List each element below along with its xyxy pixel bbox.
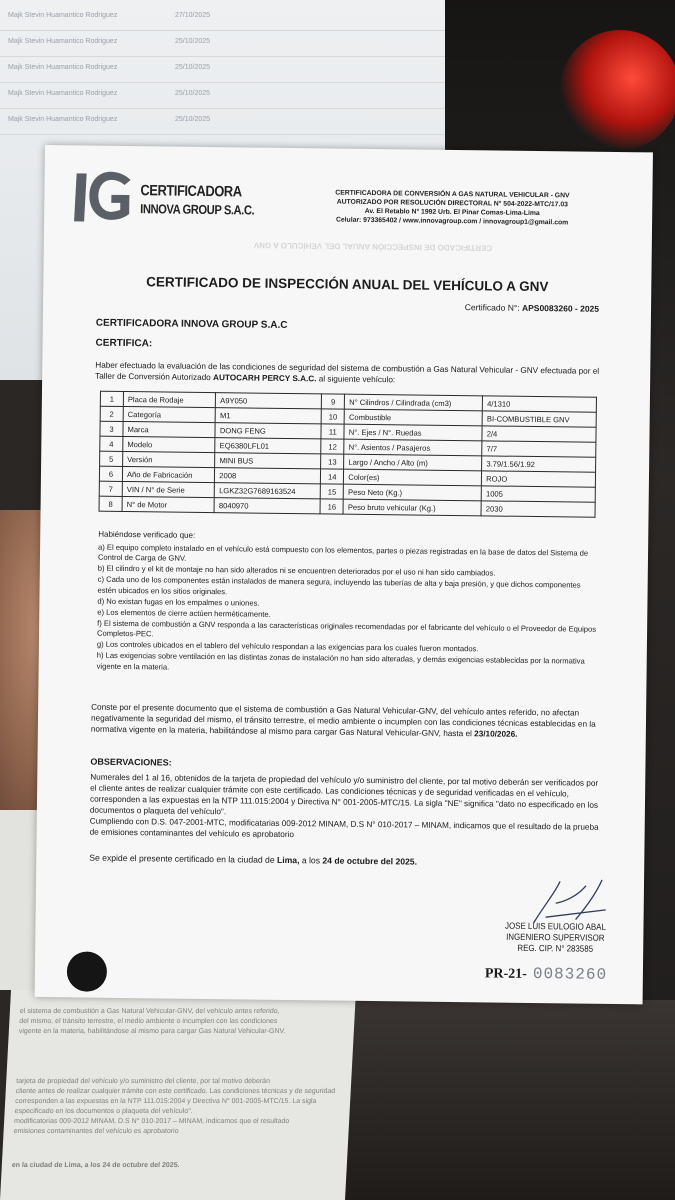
field-value: ROJO bbox=[482, 471, 596, 487]
row-number: 12 bbox=[321, 439, 344, 454]
check-item: h) Las exigencias sobre ventilación en las distintas zonas de instalación no han sido alteradas, y demás exigencias establecidas por la normativa vigente en la materia. bbox=[96, 650, 585, 672]
field-label: Placa de Rodaje bbox=[123, 391, 216, 407]
row-number: 7 bbox=[99, 481, 122, 496]
issued-text: Se expide el presente certificado en la ciudad de bbox=[89, 852, 275, 865]
row-name: Majk Stevin Huamantico Rodriguez bbox=[8, 38, 118, 45]
verification-list bbox=[97, 543, 599, 679]
vehicle-data-table bbox=[99, 391, 597, 518]
row-date: 25/10/2025 bbox=[175, 116, 211, 123]
signer-name: JOSE LUIS EULOGIO ABAL bbox=[505, 920, 606, 932]
field-value: MINI BUS bbox=[215, 453, 321, 469]
signer-reg: REG. CIP. N° 283585 bbox=[517, 942, 594, 954]
field-label: Peso Neto (Kg.) bbox=[343, 484, 481, 501]
stack-line: emisiones contaminantes del vehículo es aprobatorio bbox=[13, 1128, 179, 1135]
row-number: 4 bbox=[100, 436, 123, 451]
check-item: c) Cada uno de los componentes están instalados de manera segura, incluyendo las tuberías de alta y baja presión, y que dichos componentes estén ubicados en los sitios originales. bbox=[97, 575, 581, 597]
field-value: 4/1310 bbox=[483, 396, 597, 412]
signer-block bbox=[485, 920, 626, 955]
form-number bbox=[485, 964, 607, 983]
check-item: b) El cilindro y el kit de montaje no han sido alterados ni se encuentren deteriorados por el uso ni han sido cambiados. bbox=[97, 564, 496, 578]
stack-line: en la ciudad de Lima, a los 24 de octubre del 2025. bbox=[11, 1162, 180, 1169]
list-item bbox=[0, 30, 445, 57]
list-item bbox=[0, 82, 445, 109]
field-label: N°. Ejes / N°. Ruedas bbox=[344, 424, 482, 441]
verified-heading: Habiéndose verificado que: bbox=[98, 529, 196, 540]
row-name: Majk Stevin Huamantico Rodriguez bbox=[8, 116, 118, 123]
row-number: 10 bbox=[321, 409, 344, 424]
check-item: f) El sistema de combustión a GNV responda a las características originales recomendadas por el fabricante del vehículo o el Proveedor de Equipos Completos-PEC. bbox=[96, 618, 597, 639]
stack-line: especificado en los documentos o plaqueta del vehículo". bbox=[14, 1108, 193, 1115]
row-number: 9 bbox=[322, 394, 345, 409]
valid-until-date: 23/10/2026. bbox=[474, 729, 518, 739]
stack-line: cliente antes de realizar cualquier trámite con este certificado. Las condiciones técnicas y de seguridad bbox=[15, 1088, 336, 1095]
field-label: Largo / Ancho / Alto (m) bbox=[344, 454, 482, 471]
field-label: Modelo bbox=[123, 436, 216, 452]
row-number: 3 bbox=[100, 421, 123, 436]
field-value: 3.79/1.56/1.92 bbox=[482, 456, 596, 472]
field-value: A9Y050 bbox=[216, 393, 322, 409]
field-value: M1 bbox=[215, 408, 321, 424]
logo-name-line1: CERTIFICADORA bbox=[140, 182, 242, 201]
field-value: 8040970 bbox=[214, 498, 320, 514]
issued-mid: a los bbox=[301, 855, 321, 866]
conste-paragraph bbox=[91, 702, 606, 741]
row-date: 25/10/2025 bbox=[175, 90, 211, 97]
background-paper-stack bbox=[0, 990, 356, 1200]
check-item: d) No existan fugas en los empalmes o uniones. bbox=[97, 596, 260, 608]
field-label: Peso bruto vehicular (Kg.) bbox=[343, 499, 481, 516]
field-label: Combustible bbox=[344, 409, 482, 426]
field-label: Año de Fabricación bbox=[122, 466, 215, 482]
certificate-number-value: APS0083260 - 2025 bbox=[521, 302, 600, 314]
signer-role: INGENIERO SUPERVISOR bbox=[506, 931, 605, 943]
row-number: 16 bbox=[320, 499, 343, 514]
observations-text2: Cumpliendo con D.S. 047-2001-MTC, modificatarias 009-2012 MINAM, D.S N° 010-2017 – MINAM, indicamos que el resultado de la prueba de emisiones contaminantes del vehículo es aprobatorio bbox=[89, 816, 599, 840]
document-title: CERTIFICADO DE INSPECCIÓN ANUAL DEL VEHÍCULO A GNV bbox=[146, 274, 549, 295]
intro-paragraph bbox=[95, 360, 610, 388]
field-value: 2/4 bbox=[482, 426, 596, 442]
stack-line: corresponden a las expuestas en la NTP 111.015:2004 y Directiva N° 001-2005-MTC/15. La sigla bbox=[14, 1098, 317, 1105]
field-value: BI-COMBUSTIBLE GNV bbox=[482, 411, 596, 427]
observations-paragraph bbox=[90, 772, 606, 844]
stack-line: del mismo, el tránsito terrestre, el medio ambiente o incumplen con las condiciones bbox=[19, 1018, 278, 1025]
certifica-heading: CERTIFICA: bbox=[95, 337, 153, 350]
company-header bbox=[302, 188, 602, 228]
list-item bbox=[0, 56, 445, 83]
list-item bbox=[0, 108, 445, 135]
field-label: Versión bbox=[123, 451, 216, 467]
row-name: Majk Stevin Huamantico Rodriguez bbox=[8, 90, 118, 97]
punch-hole bbox=[67, 951, 107, 991]
workshop-name: AUTOCARH PERCY S.A.C. bbox=[213, 373, 317, 384]
form-serial: 0083260 bbox=[532, 965, 608, 984]
header-line2: AUTORIZADO POR RESOLUCIÓN DIRECTORAL N° 504-2022-MTC/17.03 bbox=[336, 198, 568, 209]
header-line1: CERTIFICADORA DE CONVERSIÓN A GAS NATURAL VEHICULAR - GNV bbox=[335, 189, 570, 200]
stack-line: modificatorias 009-2012 MINAM, D.S N° 010-2017 – MINAM, indicamos que el resultado bbox=[13, 1118, 290, 1125]
row-number: 2 bbox=[100, 406, 123, 421]
field-value: 7/7 bbox=[482, 441, 596, 457]
row-number: 13 bbox=[321, 454, 344, 469]
intro-tail: al siguiente vehículo: bbox=[318, 374, 396, 385]
header-line4: Celular: 973365402 / www.innovagroup.com / innovagroup1@gmail.com bbox=[335, 216, 569, 227]
issuer-name: CERTIFICADORA INNOVA GROUP S.A.C bbox=[95, 317, 288, 331]
field-value: LGKZ32G7689163524 bbox=[215, 483, 321, 499]
row-number: 11 bbox=[321, 424, 344, 439]
field-label: Color(es) bbox=[344, 469, 482, 486]
header-line3: Av. El Retablo N° 1992 Urb. El Pinar Comas-Lima-Lima bbox=[364, 207, 540, 218]
row-number: 1 bbox=[100, 391, 123, 406]
observations-heading: OBSERVACIONES: bbox=[90, 756, 172, 768]
check-item: a) El equipo completo instalado en el vehículo está compuesto con los elementos, partes o piezas registradas en la base de datos del Sistema de Control de Carga de GNV. bbox=[97, 542, 589, 564]
certificate-number bbox=[465, 302, 599, 314]
field-value: 2008 bbox=[215, 468, 321, 484]
field-value: DONG FENG bbox=[215, 423, 321, 439]
list-item bbox=[0, 4, 445, 31]
field-label: VIN / N° de Serie bbox=[122, 481, 215, 497]
background-table bbox=[345, 1000, 675, 1200]
field-value: 2030 bbox=[481, 501, 595, 517]
intro-text: Haber efectuado la evaluación de las condiciones de seguridad del sistema de combustión a Gas Natural Vehicular - GNV efectuada por el Taller de Conversión Autorizado bbox=[95, 360, 600, 383]
observations-text: Numerales del 1 al 16, obtenidos de la tarjeta de propiedad del vehículo y/o suministro del cliente, por tal motivo deberán ser verificados por el cliente antes de realizar cualquier trámite con este certificado. Las condiciones técnicas y de seguridad verificadas en el vehículo, corresponden a las expuestas en la NTP 111.015:2004 y Directiva N° 001-2005-MTC/15. La sigla "NE" significa "dato no especificado en los documentos o plaqueta del vehículo". bbox=[89, 772, 599, 817]
row-number: 15 bbox=[320, 484, 343, 499]
ig-logo-icon bbox=[72, 167, 141, 226]
form-prefix: PR-21- bbox=[484, 966, 527, 982]
row-name: Majk Stevin Huamantico Rodriguez bbox=[8, 12, 118, 19]
issued-date: 24 de octubre del 2025. bbox=[322, 855, 418, 867]
certificate-number-label: Certificado N°: bbox=[464, 302, 520, 313]
conste-text: Conste por el presente documento que el sistema de combustión a Gas Natural Vehicular-GNV, del vehículo antes referido, no afectan negativamente la seguridad del mismo, el tránsito terrestre, el medio ambiente o incumplen con las condiciones técnicas establecidas en la normativa vigente en la materia, habilitándose al mismo para cargar Gas Natural Vehicular-GNV, hasta el bbox=[90, 702, 596, 739]
logo-name-line2: INNOVA GROUP S.A.C. bbox=[140, 201, 255, 218]
check-item: g) Los controles ubicados en el tablero del vehículo respondan a las exigencias para los cuales fueron montados. bbox=[96, 639, 479, 654]
row-name: Majk Stevin Huamantico Rodriguez bbox=[8, 64, 118, 71]
stack-line: vigente en la materia, habilitándose al mismo para cargar Gas Natural Vehicular-GNV. bbox=[18, 1028, 286, 1035]
bleed-through-text: CERTIFICADO DE INSPECCIÓN ANUAL DEL VEHÍCULO A GNV bbox=[253, 240, 493, 253]
stack-line: tarjeta de propiedad del vehículo y/o suministro del cliente, por tal motivo deberán bbox=[16, 1078, 271, 1085]
certificate-document bbox=[35, 145, 653, 1004]
field-label: N° de Motor bbox=[122, 496, 215, 512]
field-value: 1005 bbox=[481, 486, 595, 502]
issued-city: Lima, bbox=[276, 854, 300, 866]
row-number: 5 bbox=[100, 451, 123, 466]
red-light bbox=[560, 30, 675, 150]
row-date: 27/10/2025 bbox=[175, 12, 211, 19]
row-date: 25/10/2025 bbox=[175, 64, 211, 71]
field-label: N°. Asientos / Pasajeros bbox=[344, 439, 482, 456]
row-number: 6 bbox=[99, 466, 122, 481]
field-value: EQ6380LFL01 bbox=[215, 438, 321, 454]
row-date: 25/10/2025 bbox=[175, 38, 211, 45]
row-number: 14 bbox=[321, 469, 344, 484]
stack-line: el sistema de combustión a Gas Natural Vehicular-GNV, del vehículo antes referido, bbox=[19, 1008, 280, 1015]
row-number: 8 bbox=[99, 496, 122, 511]
field-label: Categoría bbox=[123, 406, 216, 422]
check-item: e) Los elementos de cierre actúen herméticamente. bbox=[97, 607, 271, 619]
field-label: N° Cilindros / Cilindrada (cm3) bbox=[345, 394, 483, 411]
field-label: Marca bbox=[123, 421, 216, 437]
issued-line bbox=[89, 853, 417, 867]
company-logo bbox=[72, 167, 253, 229]
